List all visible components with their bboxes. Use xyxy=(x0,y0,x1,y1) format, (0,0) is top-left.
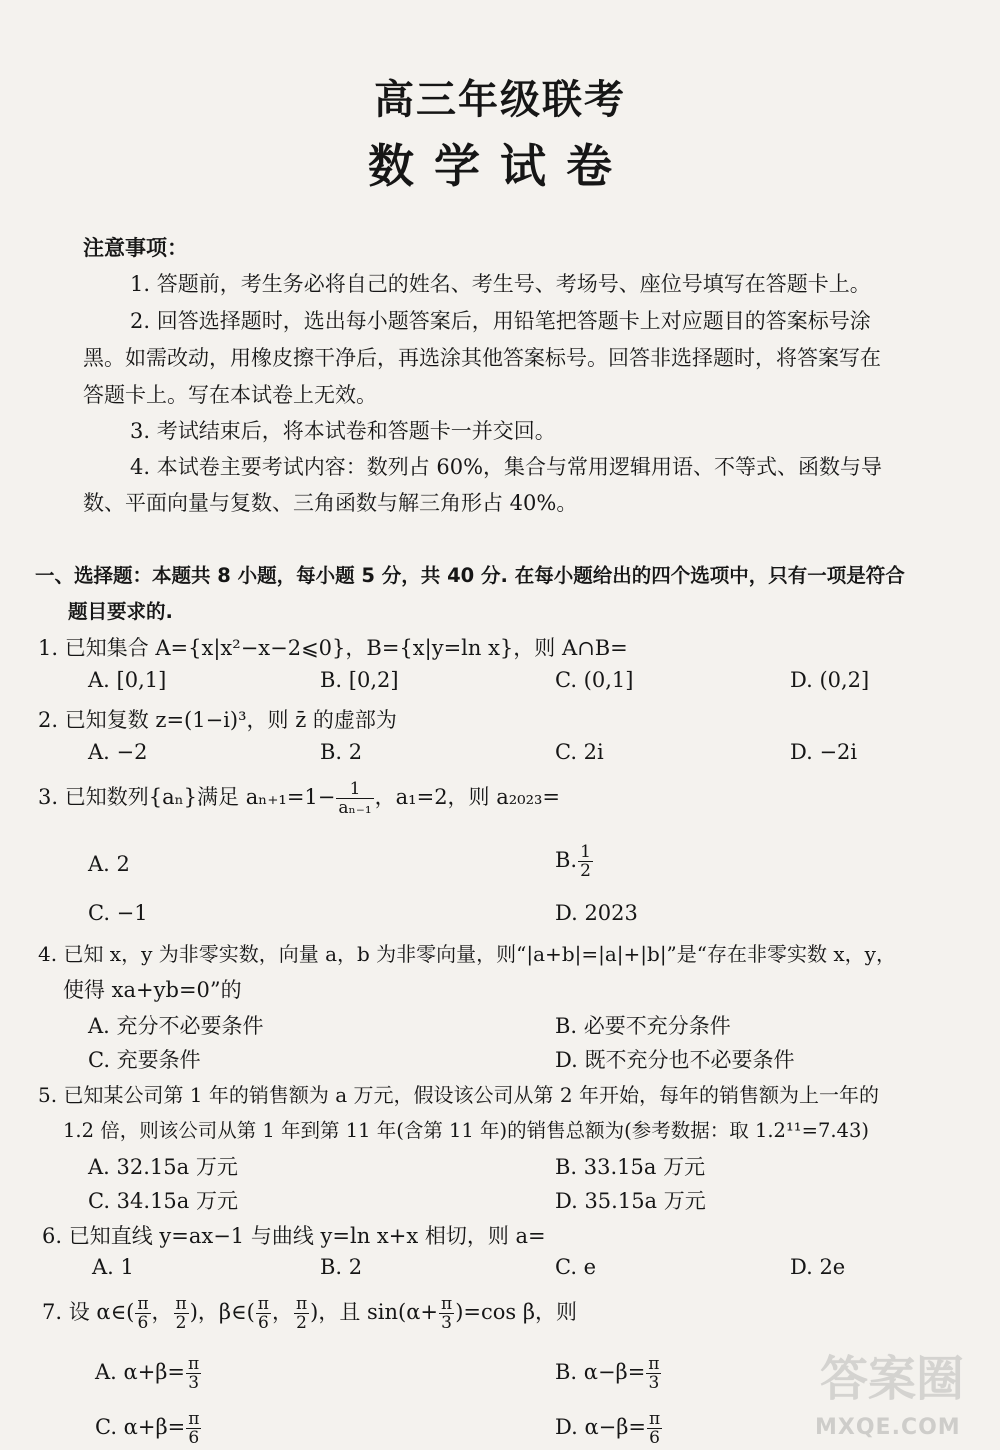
fraction-numerator: π xyxy=(295,1294,308,1314)
comma: ， xyxy=(151,1300,173,1324)
fraction-denominator: 6 xyxy=(188,1428,200,1448)
q6-option-a: A. 1 xyxy=(92,1255,134,1279)
note-1: 1. 答题前，考生务必将自己的姓名、考生号、考场号、座位号填写在答题卡上。 xyxy=(130,272,871,296)
fraction-pi-over-3 xyxy=(439,1295,454,1332)
q1-option-d: D. (0,2] xyxy=(790,668,870,692)
q3-option-a: A. 2 xyxy=(88,852,130,876)
question-3-stem-a: 3. 已知数列{aₙ}满足 aₙ₊₁=1− xyxy=(38,785,336,809)
question-4-stem-line1: 4. 已知 x，y 为非零实数，向量 a，b 为非零向量，则“|a+b|=|a|+|b|”是“存在非零实数 x，y， xyxy=(38,942,896,966)
fraction-denominator: 2 xyxy=(175,1313,187,1333)
fraction-denominator: 3 xyxy=(441,1313,452,1333)
fraction-denominator: 6 xyxy=(257,1313,269,1333)
q7-option-b-prefix: B. α−β= xyxy=(555,1360,646,1384)
q3-option-c: C. −1 xyxy=(88,901,148,925)
note-4-line1: 4. 本试卷主要考试内容：数列占 60%，集合与常用逻辑用语、不等式、函数与导 xyxy=(130,455,883,479)
fraction-pi-over-3 xyxy=(186,1355,201,1392)
question-7-s4: )=cos β，则 xyxy=(455,1300,577,1324)
q2-option-a: A. −2 xyxy=(88,740,148,764)
fraction-numerator: π xyxy=(137,1294,149,1314)
exam-title: 高三年级联考 xyxy=(374,77,626,123)
fraction-pi-over-2 xyxy=(294,1295,309,1332)
notes-heading: 注意事项： xyxy=(83,236,188,260)
fraction-denominator: 6 xyxy=(137,1313,149,1333)
note-2-line2: 黑。如需改动，用橡皮擦干净后，再选涂其他答案标号。回答非选择题时，将答案写在 xyxy=(83,346,881,370)
q3-option-b-fraction xyxy=(578,843,593,880)
fraction-numerator: π xyxy=(188,1409,200,1429)
fraction-pi-over-2 xyxy=(174,1295,189,1332)
fraction-pi-over-6 xyxy=(135,1295,150,1332)
note-2-line1: 2. 回答选择题时，选出每小题答案后，用铅笔把答题卡上对应题目的答案标号涂 xyxy=(130,309,871,333)
fraction-numerator: π xyxy=(648,1409,661,1429)
fraction-pi-over-6 xyxy=(647,1410,662,1447)
question-2-stem: 2. 已知复数 z=(1−i)³，则 z̄ 的虚部为 xyxy=(38,708,397,732)
fraction-numerator: π xyxy=(441,1294,453,1314)
fraction-numerator: 1 xyxy=(580,842,591,862)
q5-option-c: C. 34.15a 万元 xyxy=(88,1189,238,1213)
q7-option-d xyxy=(555,1410,663,1447)
fraction-denominator: 3 xyxy=(648,1373,660,1393)
q4-option-b: B. 必要不充分条件 xyxy=(555,1014,731,1038)
question-4-stem-line2: 使得 xa+yb=0”的 xyxy=(63,978,242,1002)
fraction-pi-over-3 xyxy=(646,1355,661,1392)
q1-option-b: B. [0,2] xyxy=(320,668,399,692)
q2-option-d: D. −2i xyxy=(790,740,858,764)
exam-subject-title: 数学试卷 xyxy=(368,139,632,193)
question-5-stem-line1: 5. 已知某公司第 1 年的销售额为 a 万元，假设该公司从第 2 年开始，每年的销售额为上一年的 xyxy=(38,1083,879,1107)
q3-option-d: D. 2023 xyxy=(555,901,638,925)
fraction-pi-over-6 xyxy=(256,1295,271,1332)
question-7-s2: )，β∈( xyxy=(189,1300,255,1324)
question-3-stem-b: ，a₁=2，则 a₂₀₂₃= xyxy=(374,785,561,809)
q5-option-d: D. 35.15a 万元 xyxy=(555,1189,706,1213)
fraction-denominator: 3 xyxy=(188,1373,200,1393)
q4-option-a: A. 充分不必要条件 xyxy=(88,1014,264,1038)
q1-option-c: C. (0,1] xyxy=(555,668,634,692)
note-2-line3: 答题卡上。写在本试卷上无效。 xyxy=(83,383,377,407)
question-3-stem xyxy=(38,780,560,817)
question-7-s3: )，且 sin(α+ xyxy=(310,1300,438,1324)
question-1-stem xyxy=(38,632,628,662)
fraction-pi-over-6 xyxy=(186,1410,201,1447)
note-3: 3. 考试结束后，将本试卷和答题卡一并交回。 xyxy=(130,419,556,443)
question-7-s1: 7. 设 α∈( xyxy=(42,1300,135,1324)
section-heading-line1: 一、选择题：本题共 8 小题，每小题 5 分，共 40 分. 在每小题给出的四个选项中，只有一项是符合 xyxy=(35,564,905,587)
fraction-numerator: π xyxy=(648,1354,660,1374)
question-7-stem xyxy=(42,1295,577,1332)
section-heading-line2: 题目要求的. xyxy=(68,600,173,623)
q7-option-c xyxy=(95,1410,202,1447)
question-1-stem-a: 1. 已知集合 xyxy=(38,636,156,660)
q5-option-b: B. 33.15a 万元 xyxy=(555,1155,706,1179)
q4-option-d: D. 既不充分也不必要条件 xyxy=(555,1048,795,1072)
q4-option-c: C. 充要条件 xyxy=(88,1048,201,1072)
fraction-denominator: 6 xyxy=(649,1428,660,1448)
q6-option-d: D. 2e xyxy=(790,1255,846,1279)
fraction-numerator: π xyxy=(188,1354,200,1374)
fraction-numerator: π xyxy=(257,1294,269,1314)
question-3-fraction xyxy=(336,780,373,817)
fraction-numerator: 1 xyxy=(336,780,373,799)
q1-option-a: A. [0,1] xyxy=(88,668,167,692)
fraction-numerator: π xyxy=(175,1294,187,1314)
question-1-stem-c: ，B={x|y=ln x}，则 A∩B= xyxy=(345,636,628,660)
note-4-line2: 数、平面向量与复数、三角函数与解三角形占 40%。 xyxy=(83,491,578,515)
q6-option-b: B. 2 xyxy=(320,1255,363,1279)
fraction-denominator: aₙ₋₁ xyxy=(338,798,372,818)
fraction-denominator: 2 xyxy=(296,1313,307,1333)
fraction-denominator: 2 xyxy=(580,861,591,881)
q7-option-a xyxy=(95,1355,202,1392)
q7-option-a-prefix: A. α+β= xyxy=(95,1360,186,1384)
q5-option-a: A. 32.15a 万元 xyxy=(88,1155,238,1179)
q2-option-c: C. 2i xyxy=(555,740,604,764)
watermark-logo: 答案圈 xyxy=(820,1351,965,1407)
q7-option-c-prefix: C. α+β= xyxy=(95,1415,186,1439)
watermark-text: MXQE.COM xyxy=(815,1415,961,1440)
q7-option-b xyxy=(555,1355,662,1392)
q6-option-c: C. e xyxy=(555,1255,597,1279)
q3-option-b xyxy=(555,843,594,880)
q2-option-b: B. 2 xyxy=(320,740,363,764)
question-6-stem: 6. 已知直线 y=ax−1 与曲线 y=ln x+x 相切，则 a= xyxy=(42,1224,546,1248)
q7-option-d-prefix: D. α−β= xyxy=(555,1415,646,1439)
question-5-stem-line2: 1.2 倍，则该公司从第 1 年到第 11 年(含第 11 年)的销售总额为(参考数据：取 1.2¹¹=7.43) xyxy=(63,1119,869,1142)
watermark xyxy=(800,1340,985,1440)
question-1-set-a: A={x|x²−x−2⩽0} xyxy=(155,636,346,660)
q3-option-b-prefix: B. xyxy=(555,848,578,872)
comma: ， xyxy=(271,1300,293,1324)
